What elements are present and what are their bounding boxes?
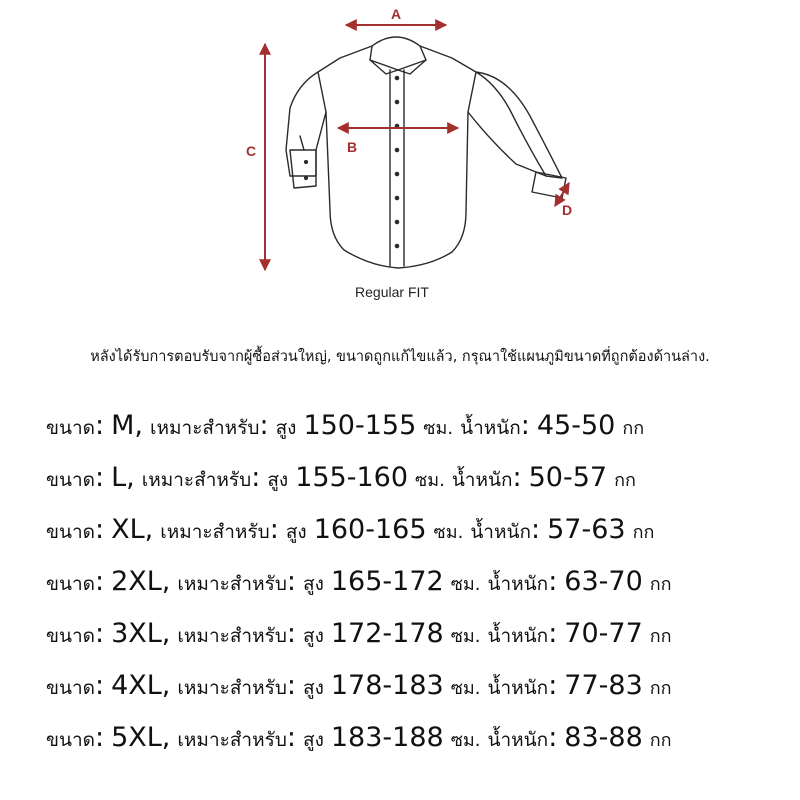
- weight-unit: กก: [649, 574, 672, 595]
- size-value: XL,: [111, 514, 154, 545]
- weight-unit: กก: [614, 470, 636, 491]
- weight-range: 63-70: [564, 566, 643, 597]
- weight-range: 70-77: [564, 618, 643, 649]
- colon: :: [94, 566, 105, 597]
- left-placket: [300, 136, 304, 150]
- height-range: 172-178: [330, 618, 444, 649]
- fit-type-label: Regular FIT: [355, 284, 429, 300]
- height-label: สูง: [303, 573, 324, 595]
- weight-range: 83-88: [564, 722, 643, 753]
- left-cuff: [290, 150, 316, 188]
- size-label: ขนาด: [46, 625, 95, 647]
- fit-label: เหมาะสำหรับ: [149, 417, 260, 439]
- size-value: 4XL,: [111, 670, 171, 701]
- colon: :: [531, 514, 541, 545]
- colon: :: [548, 618, 558, 649]
- weight-unit: กก: [632, 522, 655, 543]
- colon: :: [259, 410, 269, 441]
- dimension-c-label: C: [245, 143, 257, 159]
- size-row: [46, 410, 644, 443]
- height-label: สูง: [303, 729, 324, 751]
- fit-label: เหมาะสำหรับ: [177, 625, 287, 647]
- shirt-buttons: [304, 76, 399, 249]
- fit-label: เหมาะสำหรับ: [177, 573, 287, 595]
- size-row: [46, 462, 636, 495]
- weight-range: 45-50: [536, 410, 616, 441]
- dimension-d-label: D: [561, 202, 573, 218]
- size-value: M,: [111, 410, 143, 441]
- height-unit: ซม.: [423, 418, 454, 439]
- weight-label: น้ำหนัก: [487, 677, 549, 699]
- height-unit: ซม.: [450, 678, 481, 699]
- weight-range: 50-57: [528, 462, 608, 493]
- height-label: สูง: [303, 625, 324, 647]
- height-unit: ซม.: [450, 626, 481, 647]
- colon: :: [94, 618, 105, 649]
- size-row: [46, 514, 654, 547]
- shirt-outline: [286, 37, 566, 268]
- colon: :: [286, 618, 296, 649]
- weight-label: น้ำหนัก: [470, 521, 531, 543]
- colon: :: [94, 410, 105, 441]
- collar-shape: [370, 37, 426, 70]
- size-correction-note: หลังได้รับการตอบรับจากผู้ซื้อส่วนใหญ่, ขนาดถูกแก้ไขแล้ว, กรุณาใช้แผนภูมิขนาดที่ถูกต้องด้านล่าง.: [90, 349, 710, 365]
- size-label: ขนาด: [46, 573, 95, 595]
- colon: :: [548, 566, 558, 597]
- height-range: 165-172: [330, 566, 444, 597]
- colon: :: [286, 566, 296, 597]
- size-label: ขนาด: [46, 677, 95, 699]
- size-row: [46, 618, 672, 651]
- weight-unit: กก: [649, 730, 672, 751]
- size-value: 2XL,: [111, 566, 171, 597]
- weight-unit: กก: [649, 626, 672, 647]
- weight-label: น้ำหนัก: [451, 469, 513, 491]
- dimension-b-label: B: [346, 139, 358, 155]
- fit-label: เหมาะสำหรับ: [177, 677, 287, 699]
- height-unit: ซม.: [433, 522, 464, 543]
- colon: :: [286, 722, 296, 753]
- size-value: 5XL,: [111, 722, 171, 753]
- weight-range: 77-83: [564, 670, 643, 701]
- shirt-measurement-diagram: [0, 0, 800, 320]
- colon: :: [251, 462, 261, 493]
- height-range: 178-183: [330, 670, 444, 701]
- colon: :: [520, 410, 530, 441]
- size-label: ขนาด: [46, 469, 95, 491]
- height-range: 160-165: [313, 514, 427, 545]
- height-range: 155-160: [295, 462, 408, 493]
- colon: :: [548, 670, 558, 701]
- size-value: 3XL,: [111, 618, 171, 649]
- height-label: สูง: [275, 417, 297, 439]
- colon: :: [94, 722, 105, 753]
- right-sleeve: [476, 72, 562, 178]
- size-label: ขนาด: [46, 729, 95, 751]
- height-unit: ซม.: [450, 574, 481, 595]
- height-unit: ซม.: [415, 470, 445, 491]
- size-row: [46, 670, 672, 703]
- size-value: L,: [111, 462, 135, 493]
- right-sleeve-inner: [468, 112, 546, 176]
- dimension-a-label: A: [390, 6, 402, 22]
- height-label: สูง: [267, 469, 289, 491]
- height-range: 150-155: [303, 410, 417, 441]
- height-label: สูง: [285, 521, 307, 543]
- weight-range: 57-63: [547, 514, 626, 545]
- weight-unit: กก: [649, 678, 672, 699]
- fit-label: เหมาะสำหรับ: [177, 729, 287, 751]
- colon: :: [286, 670, 296, 701]
- weight-label: น้ำหนัก: [460, 417, 521, 439]
- size-label: ขนาด: [46, 417, 95, 439]
- colon: :: [94, 514, 105, 545]
- fit-label: เหมาะสำหรับ: [141, 469, 252, 491]
- size-label: ขนาด: [46, 521, 95, 543]
- height-range: 183-188: [330, 722, 444, 753]
- colon: :: [512, 462, 522, 493]
- size-row: [46, 722, 672, 755]
- weight-label: น้ำหนัก: [487, 573, 549, 595]
- colon: :: [94, 670, 105, 701]
- size-row: [46, 566, 672, 599]
- height-label: สูง: [303, 677, 324, 699]
- height-unit: ซม.: [450, 730, 481, 751]
- weight-label: น้ำหนัก: [487, 729, 549, 751]
- fit-label: เหมาะสำหรับ: [160, 521, 270, 543]
- colon: :: [269, 514, 279, 545]
- colon: :: [94, 462, 105, 493]
- colon: :: [548, 722, 558, 753]
- weight-unit: กก: [622, 418, 645, 439]
- weight-label: น้ำหนัก: [487, 625, 549, 647]
